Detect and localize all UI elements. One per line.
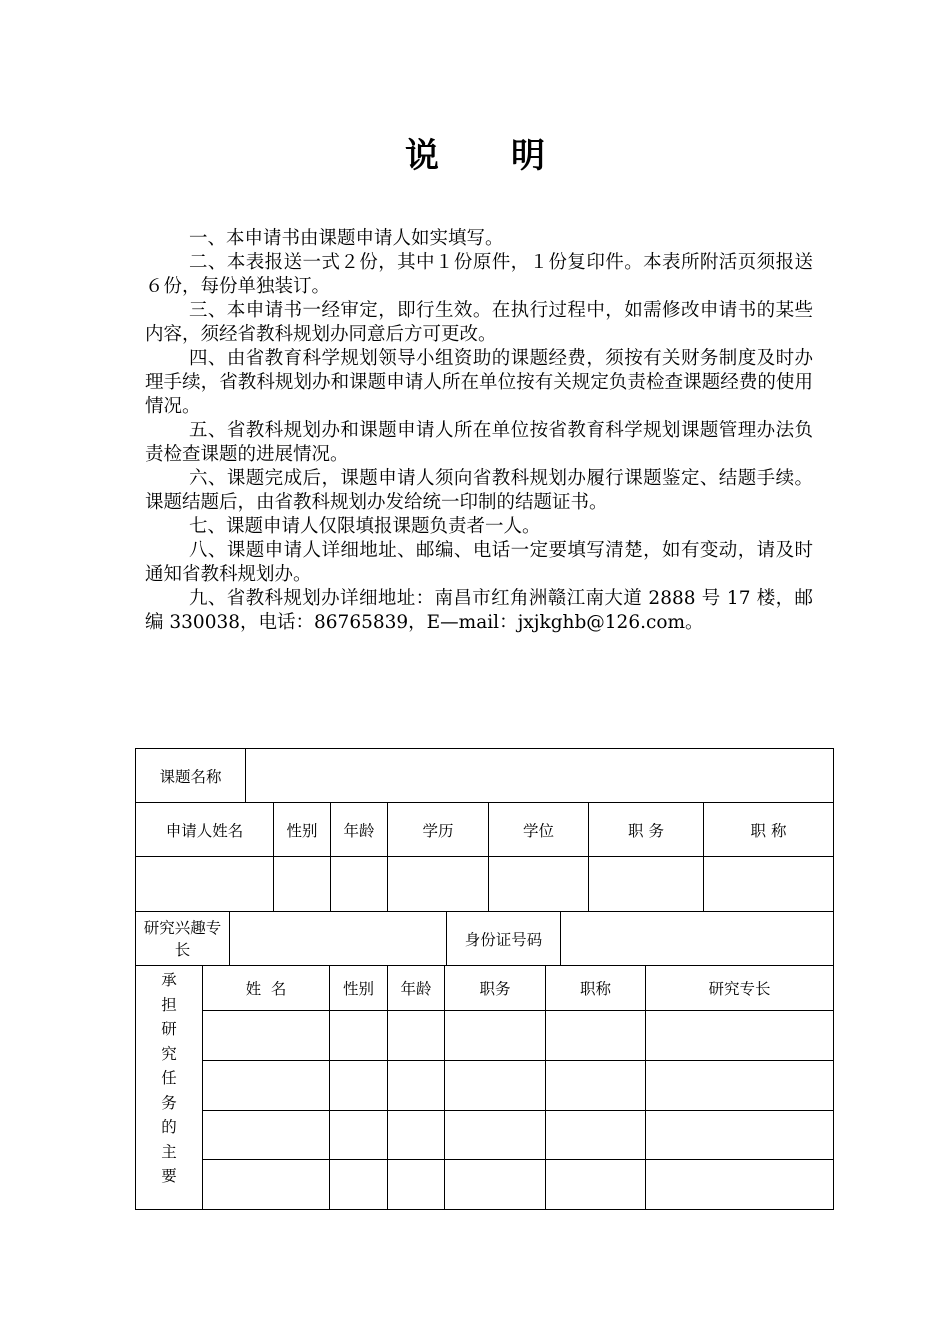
member-header-title: 职称 bbox=[546, 966, 646, 1011]
topic-name-row bbox=[136, 749, 834, 803]
applicant-gender-field[interactable] bbox=[274, 857, 331, 912]
applicant-title-field[interactable] bbox=[704, 857, 834, 912]
member-cell[interactable] bbox=[203, 1111, 330, 1160]
side-char: 承 bbox=[161, 971, 177, 989]
member-cell[interactable] bbox=[646, 1061, 834, 1111]
member-cell[interactable] bbox=[203, 1160, 330, 1210]
member-cell[interactable] bbox=[546, 1061, 646, 1111]
member-cell[interactable] bbox=[203, 1061, 330, 1111]
applicant-name-field[interactable] bbox=[136, 857, 274, 912]
member-cell[interactable] bbox=[445, 1011, 546, 1061]
header-gender: 性别 bbox=[274, 803, 331, 857]
topic-name-field[interactable] bbox=[246, 749, 833, 802]
member-cell[interactable] bbox=[546, 1011, 646, 1061]
applicant-education-field[interactable] bbox=[388, 857, 489, 912]
member-header-position: 职务 bbox=[445, 966, 546, 1011]
side-char: 任 bbox=[161, 1069, 177, 1087]
note-3: 三、本申请书一经审定，即行生效。在执行过程中，如需修改申请书的某些内容，须经省教科规划办同意后方可更改。 bbox=[145, 300, 813, 345]
members-side-label bbox=[136, 966, 203, 1210]
member-header-gender: 性别 bbox=[330, 966, 388, 1011]
member-cell[interactable] bbox=[445, 1061, 546, 1111]
member-cell[interactable] bbox=[330, 1111, 388, 1160]
note-9: 九、省教科规划办详细地址：南昌市红角洲赣江南大道 2888 号 17 楼，邮编 330038，电话：86765839，E—mail：jxjkghb@126.com。 bbox=[145, 588, 813, 633]
member-header-name: 姓 名 bbox=[203, 966, 330, 1011]
member-cell[interactable] bbox=[445, 1111, 546, 1160]
member-cell[interactable] bbox=[330, 1011, 388, 1061]
side-char: 的 bbox=[161, 1118, 177, 1136]
member-cell[interactable] bbox=[388, 1111, 445, 1160]
interest-field[interactable] bbox=[231, 912, 447, 965]
header-position: 职 务 bbox=[589, 803, 704, 857]
side-char: 究 bbox=[161, 1044, 177, 1063]
note-4: 四、由省教育科学规划领导小组资助的课题经费，须按有关财务制度及时办理手续，省教科规划办和课题申请人所在单位按有关规定负责检查课题经费的使用情况。 bbox=[145, 348, 813, 417]
member-cell[interactable] bbox=[646, 1011, 834, 1061]
member-cell[interactable] bbox=[388, 1160, 445, 1210]
header-age: 年龄 bbox=[331, 803, 388, 857]
note-5: 五、省教科规划办和课题申请人所在单位按省教育科学规划课题管理办法负责检查课题的进展情况。 bbox=[145, 420, 813, 465]
id-number-field[interactable] bbox=[561, 912, 833, 965]
header-degree: 学位 bbox=[489, 803, 589, 857]
applicant-degree-field[interactable] bbox=[489, 857, 589, 912]
member-cell[interactable] bbox=[203, 1011, 330, 1061]
member-cell[interactable] bbox=[546, 1111, 646, 1160]
note-2: 二、本表报送一式２份，其中１份原件，１份复印件。本表所附活页须报送６份，每份单独装订。 bbox=[145, 252, 813, 297]
applicant-position-field[interactable] bbox=[589, 857, 704, 912]
interest-label: 研究兴趣专长 bbox=[136, 912, 230, 965]
note-7: 七、课题申请人仅限填报课题负责者一人。 bbox=[189, 516, 541, 537]
side-char: 研 bbox=[161, 1020, 177, 1038]
members-table bbox=[135, 965, 834, 1210]
member-header-age: 年龄 bbox=[388, 966, 445, 1011]
member-cell[interactable] bbox=[330, 1160, 388, 1210]
topic-name-label: 课题名称 bbox=[136, 749, 246, 802]
header-applicant-name: 申请人姓名 bbox=[136, 803, 274, 857]
header-title: 职 称 bbox=[704, 803, 834, 857]
note-6: 六、课题完成后，课题申请人须向省教科规划办履行课题鉴定、结题手续。课题结题后，由省教科规划办发给统一印制的结题证书。 bbox=[145, 468, 813, 513]
member-cell[interactable] bbox=[445, 1160, 546, 1210]
member-cell[interactable] bbox=[646, 1160, 834, 1210]
side-char: 担 bbox=[161, 995, 177, 1014]
member-header-specialty: 研究专长 bbox=[646, 966, 834, 1011]
note-8: 八、课题申请人详细地址、邮编、电话一定要填写清楚，如有变动，请及时通知省教科规划办。 bbox=[145, 540, 813, 585]
member-cell[interactable] bbox=[546, 1160, 646, 1210]
member-cell[interactable] bbox=[330, 1061, 388, 1111]
interest-row bbox=[136, 912, 834, 966]
side-char: 务 bbox=[161, 1093, 177, 1112]
applicant-age-field[interactable] bbox=[331, 857, 388, 912]
note-1: 一、本申请书由课题申请人如实填写。 bbox=[189, 228, 504, 249]
side-char: 要 bbox=[161, 1167, 177, 1185]
applicant-table bbox=[135, 748, 834, 966]
instructions bbox=[145, 227, 813, 635]
side-char: 主 bbox=[161, 1142, 177, 1161]
header-education: 学历 bbox=[388, 803, 489, 857]
member-cell[interactable] bbox=[388, 1061, 445, 1111]
member-cell[interactable] bbox=[646, 1111, 834, 1160]
id-number-label: 身份证号码 bbox=[447, 912, 561, 965]
page-title: 说明 bbox=[405, 136, 617, 176]
member-cell[interactable] bbox=[388, 1011, 445, 1061]
